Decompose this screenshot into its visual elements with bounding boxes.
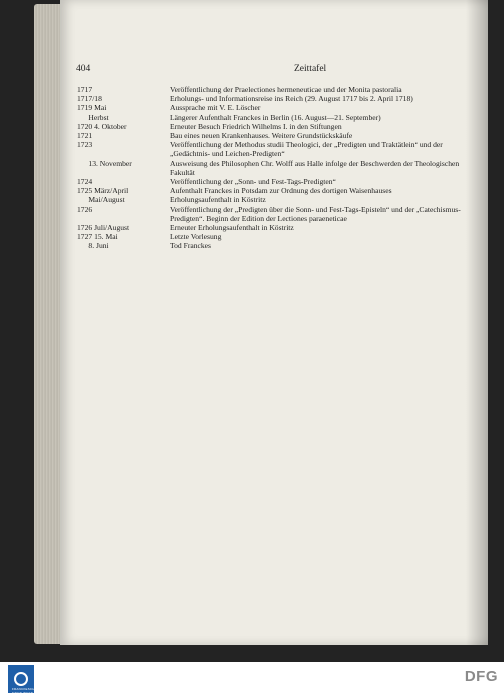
chronology-entry xyxy=(77,113,467,122)
entry-text: Erholungsaufenthalt in Köstritz xyxy=(170,195,266,205)
entry-date: 1721 xyxy=(77,131,93,141)
entry-date: 13. November xyxy=(77,158,132,168)
chronology-entry xyxy=(77,103,467,112)
dfg-logo: DFG xyxy=(464,668,498,685)
entry-date: Mai/August xyxy=(77,195,125,205)
entry-date: 1717/18 xyxy=(77,94,102,104)
entry-text: Tod Franckes xyxy=(170,241,212,251)
entry-text: Erneuter Besuch Friedrich Wilhelms I. in den Stiftungen xyxy=(170,121,342,131)
running-title: Zeittafel xyxy=(294,64,327,74)
chronology-entry xyxy=(77,223,467,232)
entry-date: 8. Juni xyxy=(77,241,109,251)
chronology-entry xyxy=(77,85,467,94)
logo-emblem-icon xyxy=(14,672,28,686)
entry-date: Herbst xyxy=(77,112,109,122)
entry-date: 1719 Mai xyxy=(77,103,107,113)
entry-date: 1725 März/April xyxy=(77,186,129,196)
entry-text: Bau eines neuen Krankenhauses. Weitere Grundstückskäufe xyxy=(170,131,353,141)
entry-text: Erholungs- und Informationsreise ins Reich (29. August 1717 bis 2. April 1718) xyxy=(170,94,413,104)
chronology-entry xyxy=(77,94,467,103)
entry-text: Veröffentlichung der Praelectiones hermeneuticae und der Monita pastoralia xyxy=(170,85,402,94)
entry-date: 1717 xyxy=(77,85,93,94)
chronology-entry xyxy=(77,186,467,195)
chronology-entry xyxy=(77,140,467,158)
chronology-entry xyxy=(77,205,467,223)
entry-date: 1727 15. Mai xyxy=(77,232,118,242)
entry-text: Veröffentlichung der Methodus studii Theologici, der „Predigten und Traktätlein“ und der „Gedächtnis- und Leichen-Predigten“ xyxy=(170,140,443,159)
chronology-entry xyxy=(77,195,467,204)
chronology-entry xyxy=(77,177,467,186)
entry-text: Letzte Vorlesung xyxy=(170,232,222,242)
entry-text: Veröffentlichung der „Predigten über die Sonn- und Fest-Tags-Episteln“ und der „Catechismus-Predigten“. Beginn der Edition der Lectiones paraeneticae xyxy=(170,204,461,223)
page-number: 404 xyxy=(76,64,91,74)
entry-date: 1720 4. Oktober xyxy=(77,121,127,131)
viewer-footer xyxy=(0,662,504,695)
chronology-entry xyxy=(77,159,467,177)
logo-text: FRANCKESCHE STIFTUNGEN xyxy=(12,687,37,695)
franckesche-stiftungen-logo xyxy=(8,665,37,695)
chronology-entry xyxy=(77,131,467,140)
entry-text: Aussprache mit V. E. Löscher xyxy=(170,103,261,113)
entry-date: 1726 Juli/August xyxy=(77,223,130,233)
chronology-entry xyxy=(77,232,467,241)
chronology-list xyxy=(77,85,467,251)
entry-text: Aufenthalt Franckes in Potsdam zur Ordnung des dortigen Waisenhauses xyxy=(170,186,392,196)
entry-text: Längerer Aufenthalt Franckes in Berlin (16. August—21. September) xyxy=(170,112,381,122)
entry-text: Erneuter Erholungsaufenthalt in Köstritz xyxy=(170,223,294,233)
chronology-entry xyxy=(77,122,467,131)
gutter-shadow xyxy=(466,0,488,645)
chronology-entry xyxy=(77,241,467,250)
entry-text: Veröffentlichung der „Sonn- und Fest-Tags-Predigten“ xyxy=(170,177,336,187)
entry-date: 1724 xyxy=(77,177,93,187)
entry-date: 1723 xyxy=(77,140,93,150)
entry-text: Ausweisung des Philosophen Chr. Wolff aus Halle infolge der Beschwerden der Theologischen Fakultät xyxy=(170,158,460,177)
entry-date: 1726 xyxy=(77,204,93,214)
